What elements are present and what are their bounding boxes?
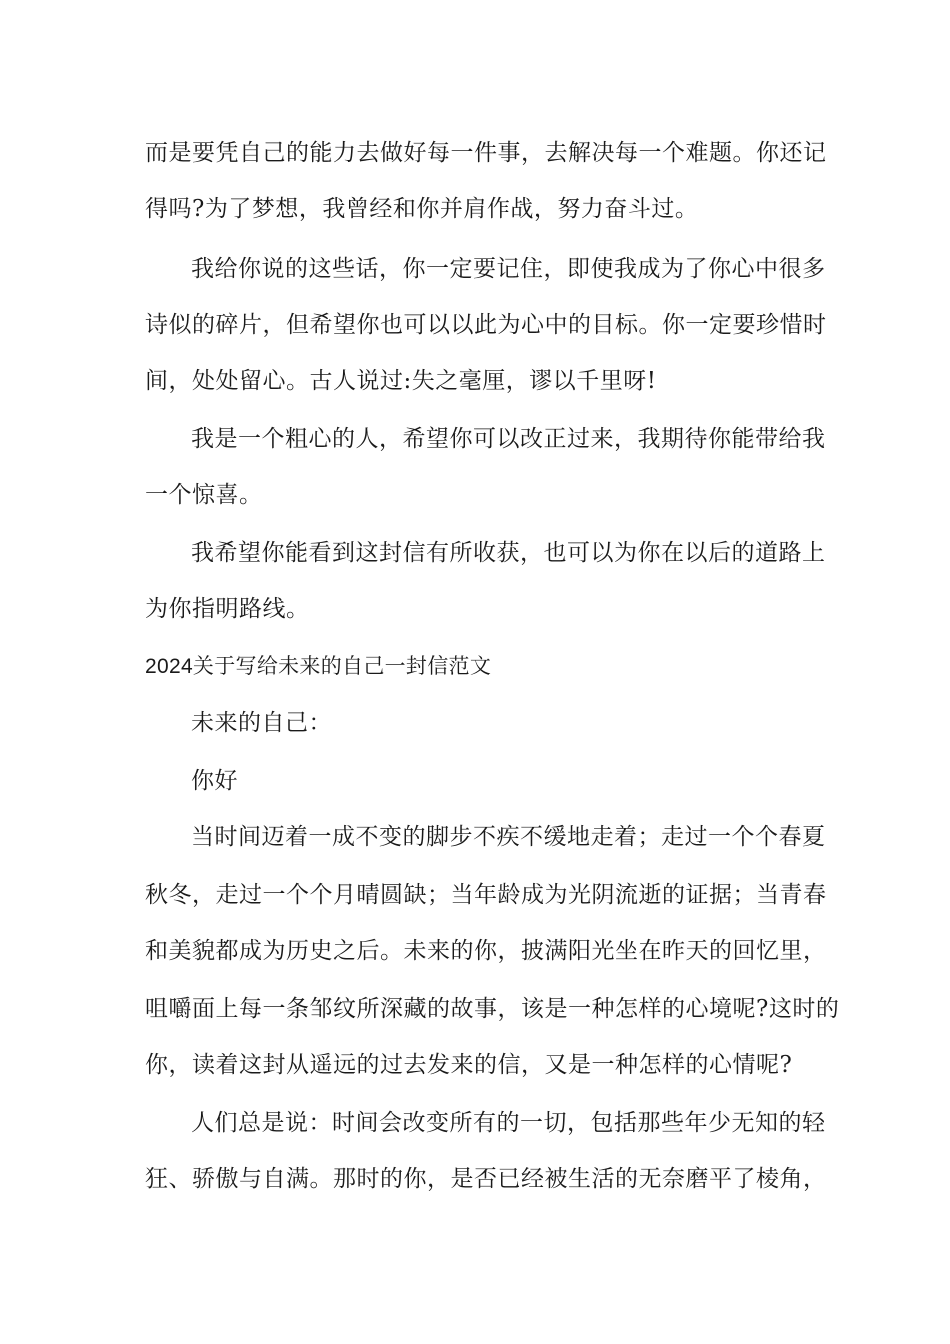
paragraph-line: 我是一个粗心的人，希望你可以改正过来，我期待你能带给我 xyxy=(191,426,826,452)
paragraph-line: 当时间迈着一成不变的脚步不疾不缓地走着；走过一个个春夏 xyxy=(191,824,826,850)
paragraph-line: 秋冬，走过一个个月晴圆缺；当年龄成为光阴流逝的证据；当青春 xyxy=(145,882,827,908)
paragraph-line: 一个惊喜。 xyxy=(145,482,263,508)
paragraph-line: 人们总是说：时间会改变所有的一切，包括那些年少无知的轻 xyxy=(191,1110,826,1136)
paragraph-line: 为你指明路线。 xyxy=(145,596,310,622)
paragraph-line: 你，读着这封从遥远的过去发来的信，又是一种怎样的心情呢? xyxy=(145,1052,793,1078)
section-heading: 2024关于写给未来的自己一封信范文 xyxy=(145,655,492,678)
paragraph-line: 得吗?为了梦想，我曾经和你并肩作战，努力奋斗过。 xyxy=(145,196,699,222)
paragraph-line: 和美貌都成为历史之后。未来的你，披满阳光坐在昨天的回忆里， xyxy=(145,938,827,964)
paragraph-line: 而是要凭自己的能力去做好每一件事，去解决每一个难题。你还记 xyxy=(145,140,827,166)
salutation: 未来的自己： xyxy=(191,710,332,736)
paragraph-line: 我给你说的这些话，你一定要记住，即使我成为了你心中很多 xyxy=(191,256,826,282)
paragraph-line: 我希望你能看到这封信有所收获，也可以为你在以后的道路上 xyxy=(191,540,826,566)
paragraph-line: 狂、骄傲与自满。那时的你，是否已经被生活的无奈磨平了棱角， xyxy=(145,1166,827,1192)
paragraph-line: 间，处处留心。古人说过:失之毫厘，谬以千里呀! xyxy=(145,368,657,394)
greeting: 你好 xyxy=(191,768,238,794)
paragraph-line: 咀嚼面上每一条邹纹所深藏的故事，该是一种怎样的心境呢?这时的 xyxy=(145,996,840,1022)
paragraph-line: 诗似的碎片，但希望你也可以以此为心中的目标。你一定要珍惜时 xyxy=(145,312,827,338)
